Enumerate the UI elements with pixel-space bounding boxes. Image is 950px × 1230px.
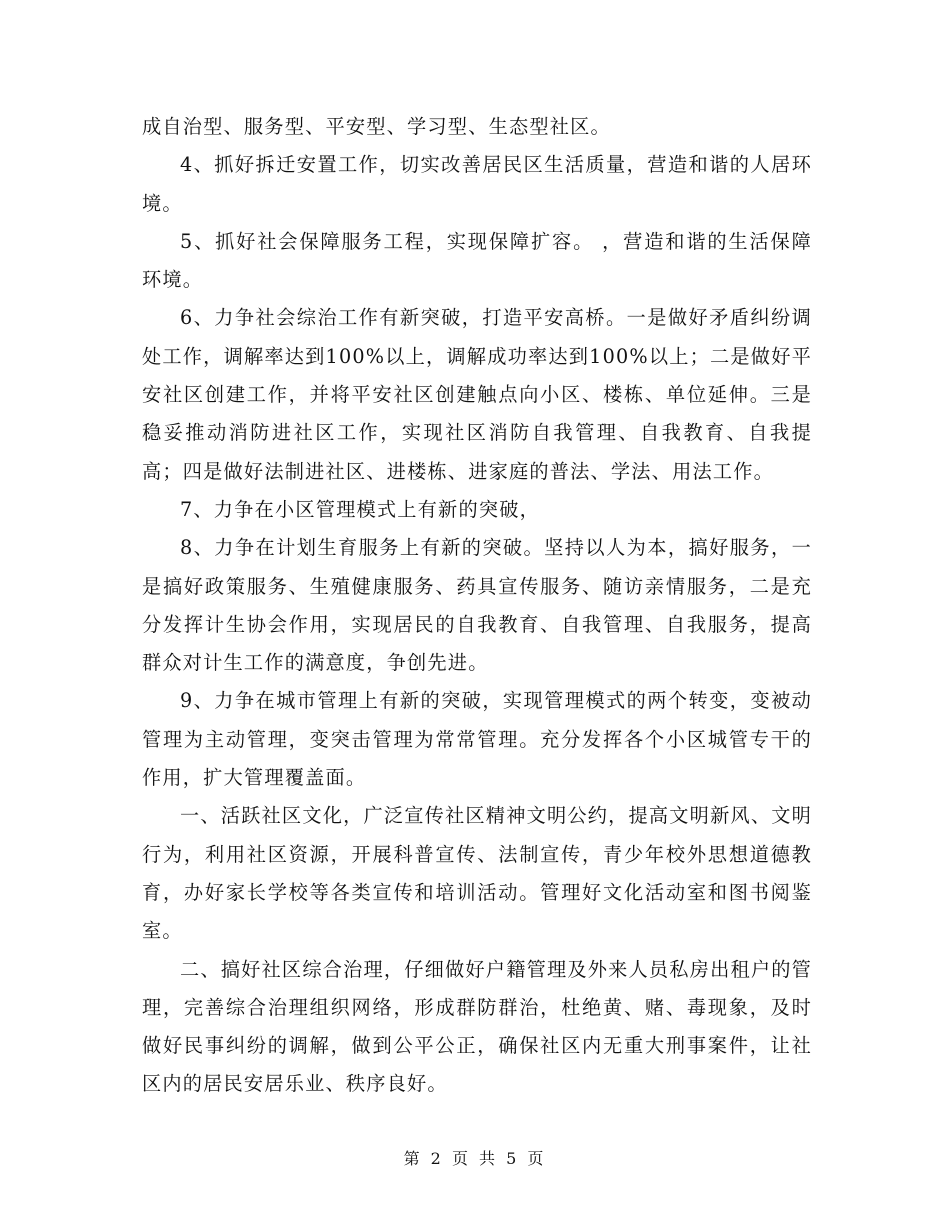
- paragraph-item-4: 4、抓好拆迁安置工作，切实改善居民区生活质量，营造和谐的人居环境。: [142, 153, 812, 215]
- paragraph-item-8: 8、力争在计划生育服务上有新的突破。坚持以人为本，搞好服务，一是搞好政策服务、生殖健康服务、药具宣传服务、随访亲情服务，二是充分发挥计生协会作用，实现居民的自我教育、自我管理、自我服务，提高群众对计生工作的满意度，争创先进。: [142, 536, 812, 675]
- document-body: [142, 108, 812, 1104]
- page-number-footer: 第 2 页 共 5 页: [403, 1149, 547, 1168]
- paragraph-item-6: 6、力争社会综治工作有新突破，打造平安高桥。一是做好矛盾纠纷调处工作，调解率达到100%以上，调解成功率达到100%以上；二是做好平安社区创建工作，并将平安社区创建触点向小区、楼栋、单位延伸。三是稳妥推动消防进社区工作，实现社区消防自我管理、自我教育、自我提高；四是做好法制进社区、进楼栋、进家庭的普法、学法、用法工作。: [142, 306, 812, 483]
- paragraph-item-7: 7、力争在小区管理模式上有新的突破，: [180, 497, 540, 521]
- paragraph-continuation: 成自治型、服务型、平安型、学习型、生态型社区。: [142, 115, 611, 138]
- paragraph-item-5: 5、抓好社会保障服务工程，实现保障扩容。 ，营造和谐的生活保障环境。: [142, 229, 812, 292]
- paragraph-section-1: 一、活跃社区文化，广泛宣传社区精神文明公约，提高文明新风、文明行为，利用社区资源，开展科普宣传、法制宣传，青少年校外思想道德教育，办好家长学校等各类宣传和培训活动。管理好文化活动室和图书阅鉴室。: [142, 804, 813, 943]
- paragraph-section-2: 二、搞好社区综合治理，仔细做好户籍管理及外来人员私房出租户的管理，完善综合治理组织网络，形成群防群治，杜绝黄、赌、毒现象，及时做好民事纠纷的调解，做到公平公正，确保社区内无重大刑事案件，让社区内的居民安居乐业、秩序良好。: [142, 957, 813, 1096]
- paragraph-item-9: 9、力争在城市管理上有新的突破，实现管理模式的两个转变，变被动管理为主动管理，变突击管理为常常管理。充分发挥各个小区城管专干的作用，扩大管理覆盖面。: [142, 689, 812, 790]
